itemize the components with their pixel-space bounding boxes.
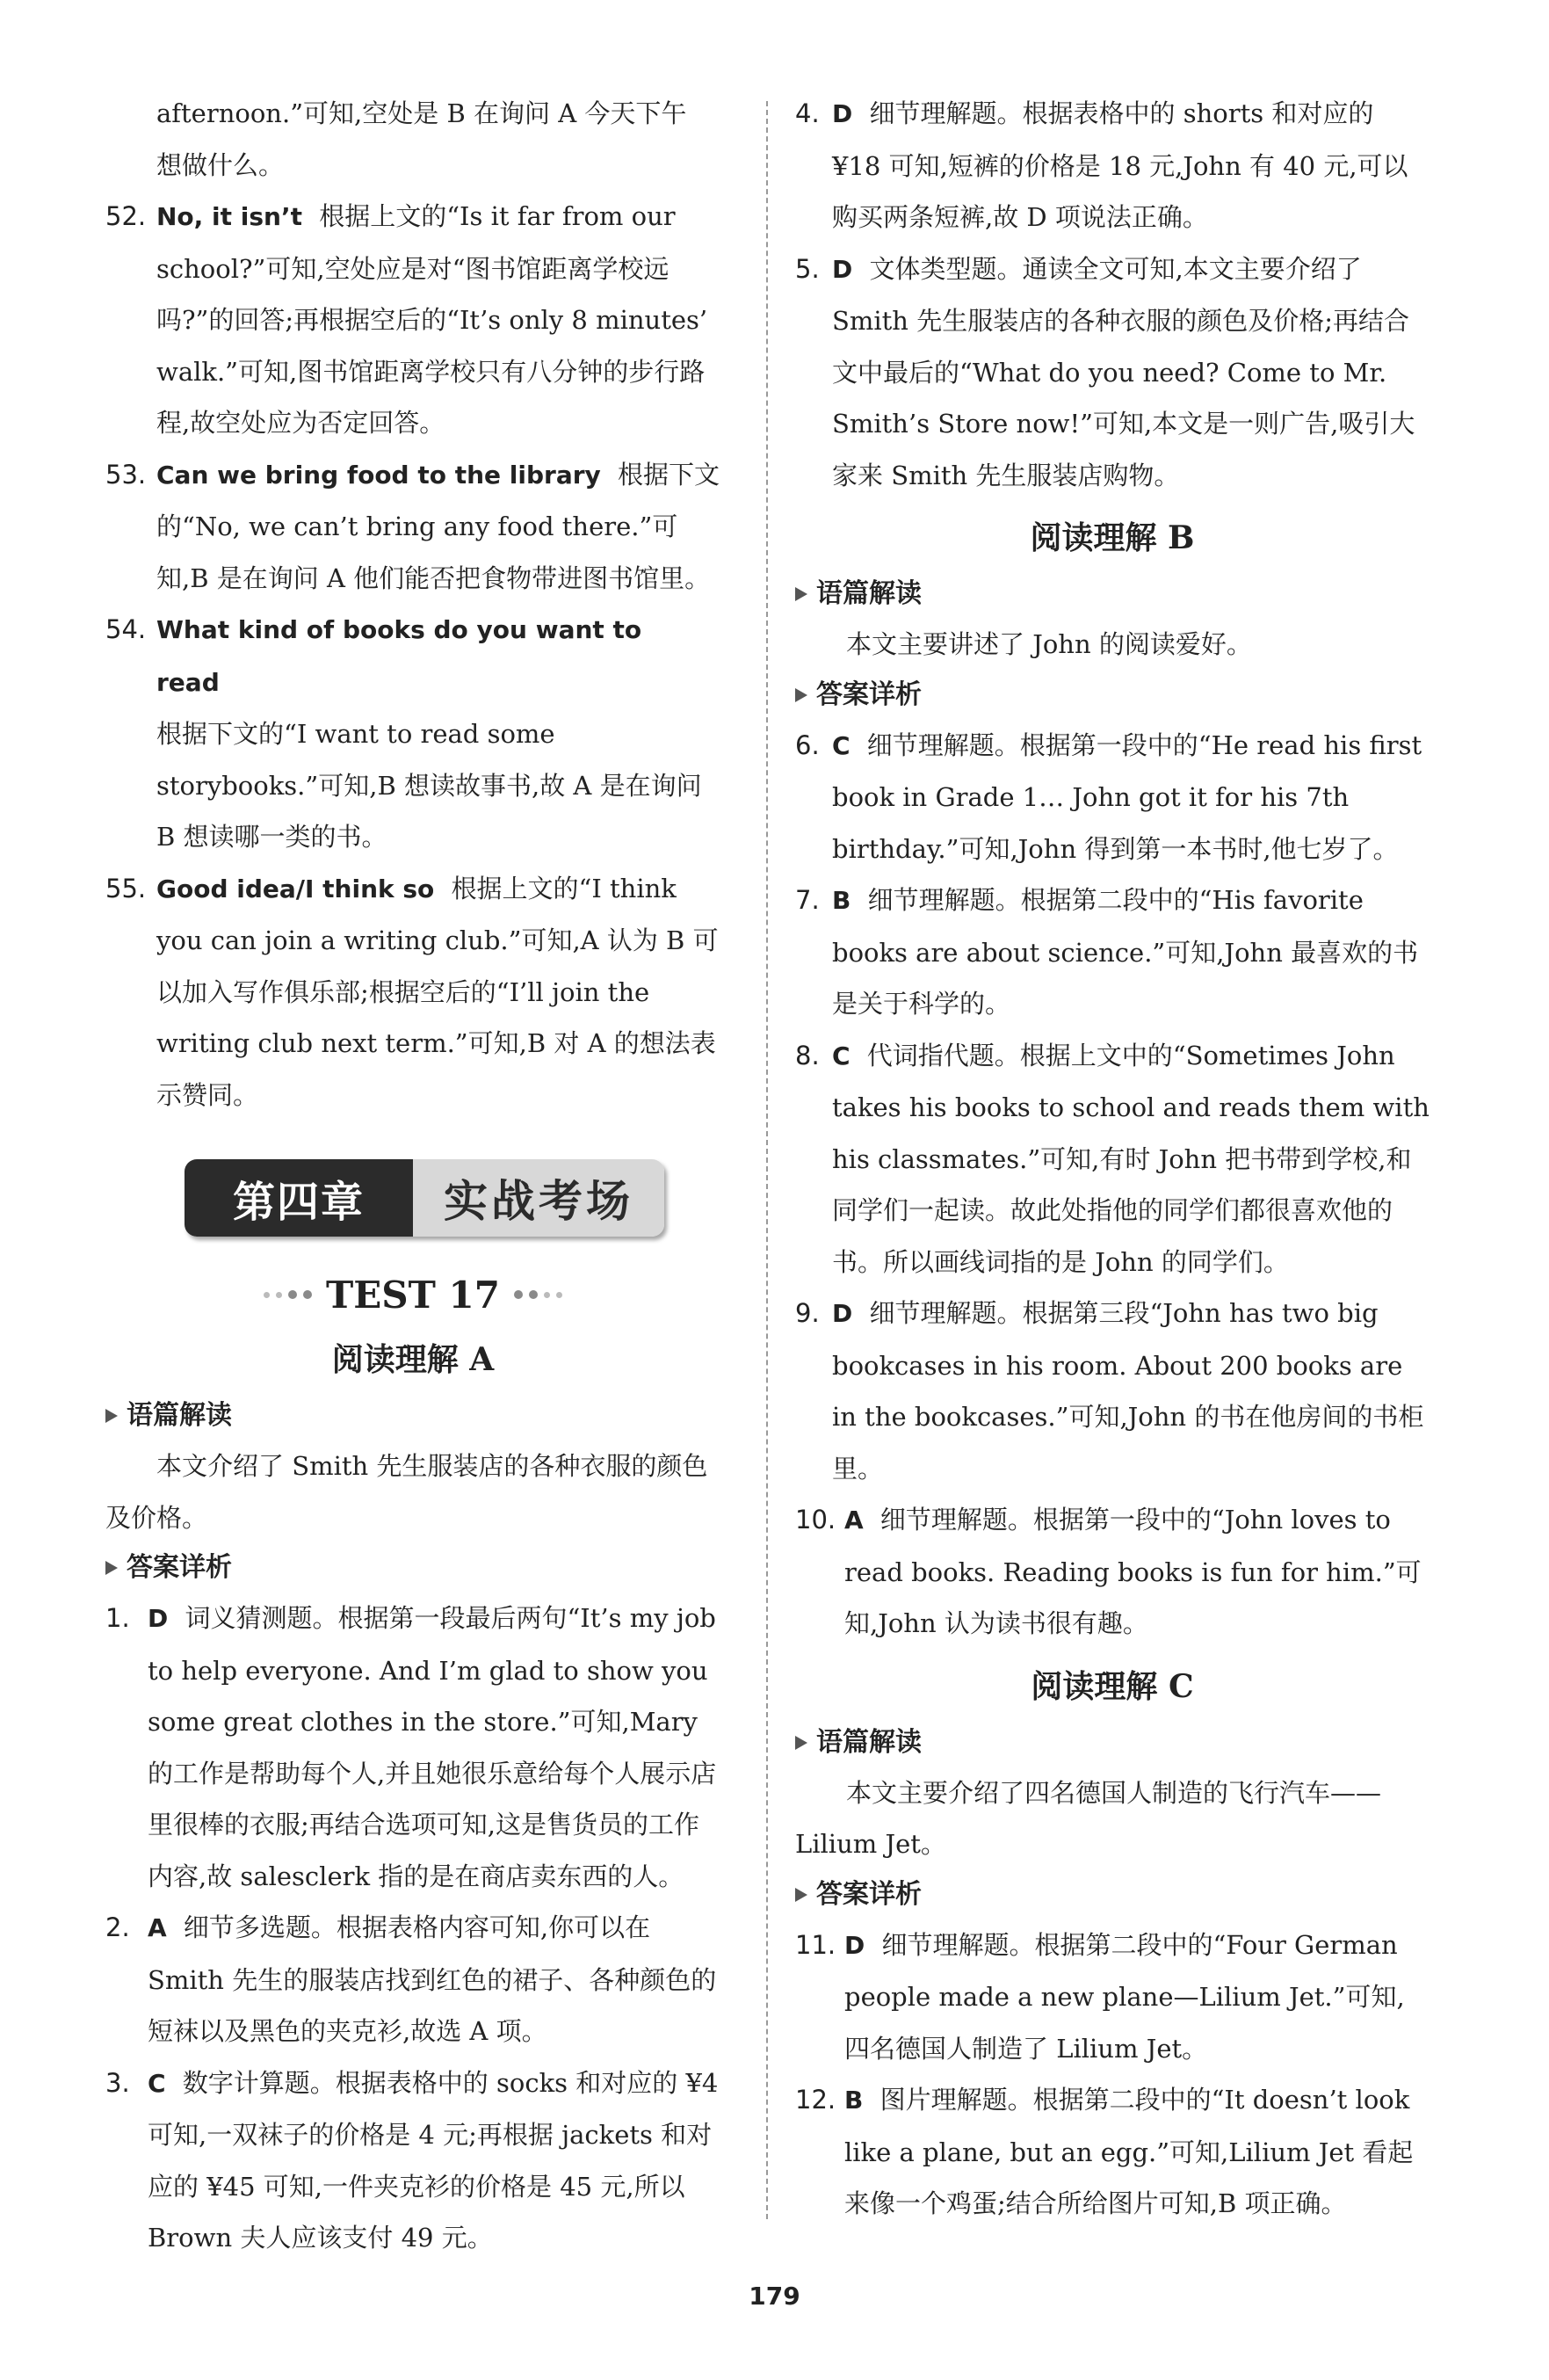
triangle-bullet-icon: [795, 688, 807, 702]
item-explanation: 细节理解题。根据第二段中的“Four German people made a new plane—Lilium Jet.”可知,四名德国人制造了 Lilium Jet。: [844, 1929, 1405, 2064]
triangle-bullet-icon: [105, 1409, 118, 1423]
item-number: 53.: [105, 459, 147, 490]
item-answer: C: [832, 730, 851, 760]
item-answer: B: [832, 886, 851, 915]
answer-item-7: [795, 874, 1430, 1030]
answer-item-55: [105, 863, 720, 1121]
answer-item-53: [105, 449, 720, 605]
answer-item-54: [105, 604, 720, 863]
answer-item-1: [105, 1593, 720, 1902]
item-answer: What kind of books do you want to read: [156, 615, 642, 697]
answer-item-3: [105, 2057, 720, 2264]
page-number: 179: [749, 2282, 800, 2311]
item-number: 11.: [795, 1929, 836, 1960]
section-title-c: 阅读理解 C: [1031, 1667, 1194, 1705]
column-divider: [766, 101, 768, 2219]
item-number: 7.: [795, 885, 820, 915]
item-number: 4.: [795, 98, 820, 128]
item-explanation: 细节理解题。根据第一段中的“John loves to read books. Reading books is fun for him.”可知,John 认为读书很有趣。: [844, 1505, 1422, 1638]
answer-item-10: [795, 1494, 1430, 1650]
item-answer: D: [148, 1604, 169, 1633]
chapter-number: 第四章: [185, 1159, 413, 1237]
item-explanation: 词义猜测题。根据第一段最后两句“It’s my job to help everyone. And I’m glad to show you some great clothes in the store.”可知,Mary 的工作是帮助每个人,并且她很乐意给每个人展示店里很棒的衣服;再结合选项可知,这是售货员的工作内容,故 salesclerk 指的是在商店卖东西的人。: [148, 1603, 717, 1891]
item-answer: A: [148, 1913, 167, 1942]
item-explanation: 文体类型题。通读全文可知,本文主要介绍了 Smith 先生服装店的各种衣服的颜色及价格;再结合文中最后的“What do you need? Come to Mr. Smith’s Store now!”可知,本文是一则广告,吸引大家来 Smith 先生服装店购物。: [832, 253, 1415, 490]
answer-item-9: [795, 1288, 1430, 1494]
reading-label: 语篇解读: [795, 1718, 1430, 1767]
continued-line: afternoon.”可知,空处是 B 在询问 A 今天下午: [156, 98, 687, 128]
answer-item-8: [795, 1030, 1430, 1288]
item-answer: D: [832, 99, 853, 128]
answer-item-52: [105, 191, 720, 449]
test-heading: [105, 1266, 720, 1323]
item-number: 3.: [105, 2067, 130, 2098]
item-answer: Good idea/I think so: [156, 874, 435, 903]
item-number: 6.: [795, 729, 820, 760]
item-number: 54.: [105, 614, 147, 644]
item-answer: D: [832, 254, 853, 284]
triangle-bullet-icon: [795, 587, 807, 601]
reading-summary: 本文主要讲述了 John 的阅读爱好。: [846, 629, 1252, 659]
item-explanation: 根据下文的“I want to read some storybooks.”可知,B 想读故事书,故 A 是在询问 B 想读哪一类的书。: [156, 719, 702, 852]
section-title-b: 阅读理解 B: [1030, 519, 1195, 556]
item-explanation: 根据上文的“I think you can join a writing club.”可知,A 认为 B 可以加入写作俱乐部;根据空后的“I’ll join the writing club next term.”可知,B 对 A 的想法表示赞同。: [156, 873, 719, 1110]
right-column: [795, 88, 1430, 2230]
answer-item-12: [795, 2074, 1430, 2230]
item-number: 5.: [795, 253, 820, 284]
item-number: 9.: [795, 1298, 820, 1328]
item-explanation: 根据上文的“Is it far from our school?”可知,空处应是对“图书馆距离学校远吗?”的回答;再根据空后的“It’s only 8 minutes’ walk.”可知,图书馆距离学校只有八分钟的步行路程,故空处应为否定回答。: [156, 201, 708, 438]
answer-item-11: [795, 1919, 1430, 2075]
item-number: 2.: [105, 1912, 130, 1942]
item-number: 10.: [795, 1505, 836, 1535]
chapter-title: 实战考场: [413, 1159, 664, 1237]
item-answer: D: [832, 1299, 853, 1328]
item-number: 52.: [105, 201, 147, 231]
triangle-bullet-icon: [795, 1888, 807, 1902]
item-number: 1.: [105, 1603, 130, 1633]
answers-label: 答案详析: [795, 1870, 1430, 1919]
reading-summary: 本文主要介绍了四名德国人制造的飞行汽车——Lilium Jet。: [795, 1777, 1382, 1859]
section-title-a: 阅读理解 A: [331, 1341, 495, 1378]
item-answer: B: [844, 2086, 864, 2115]
reading-summary: 本文介绍了 Smith 先生服装店的各种衣服的颜色及价格。: [105, 1451, 708, 1533]
item-explanation: 代词指代题。根据上文中的“Sometimes John takes his books to school and reads them with his classmates.”可知,有时 John 把书带到学校,和同学们一起读。故此处指他的同学们都很喜欢他的书。所以画线词指的是 John 的同学们。: [832, 1040, 1430, 1277]
item-answer: C: [148, 2068, 166, 2098]
item-number: 12.: [795, 2085, 836, 2115]
decorative-dots-left: [264, 1290, 312, 1299]
answer-item-4: [795, 88, 1430, 243]
item-explanation: 细节理解题。根据第三段“John has two big bookcases in his room. About 200 books are in the bookcases.”可知,John 的书在他房间的书柜里。: [832, 1298, 1424, 1484]
item-answer: D: [844, 1930, 865, 1960]
answer-item-2: [105, 1902, 720, 2057]
item-answer: No, it isn’t: [156, 202, 303, 231]
item-number: 8.: [795, 1040, 820, 1070]
item-explanation: 根据下文的“No, we can’t bring any food there.”可知,B 是在询问 A 他们能否把食物带进图书馆里。: [156, 459, 720, 593]
answers-label: 答案详析: [105, 1543, 720, 1593]
answer-item-6: [795, 720, 1430, 875]
item-number: 55.: [105, 873, 147, 903]
item-explanation: 细节理解题。根据表格中的 shorts 和对应的 ¥18 可知,短裤的价格是 18 元,John 有 40 元,可以购买两条短裤,故 D 项说法正确。: [832, 98, 1408, 232]
item-explanation: 数字计算题。根据表格中的 socks 和对应的 ¥4 可知,一双袜子的价格是 4 元;再根据 jackets 和对应的 ¥45 可知,一件夹克衫的价格是 45 元,所以 Brown 夫人应该支付 49 元。: [148, 2067, 719, 2253]
item-explanation: 图片理解题。根据第二段中的“It doesn’t look like a plane, but an egg.”可知,Lilium Jet 看起来像一个鸡蛋;结合所给图片可知,B 项正确。: [844, 2085, 1414, 2218]
item-explanation: 细节理解题。根据第二段中的“His favorite books are about science.”可知,John 最喜欢的书是关于科学的。: [832, 885, 1419, 1019]
item-explanation: 细节理解题。根据第一段中的“He read his first book in Grade 1… John got it for his 7th birthday.”可知,John 得到第一本书时,他七岁了。: [832, 729, 1422, 864]
decorative-dots-right: [514, 1290, 562, 1299]
reading-label: 语篇解读: [795, 570, 1430, 619]
left-column: [105, 88, 720, 2264]
item-explanation: 细节多选题。根据表格内容可知,你可以在 Smith 先生的服装店找到红色的裙子、各种颜色的短袜以及黑色的夹克衫,故选 A 项。: [148, 1912, 717, 2046]
continued-line: 想做什么。: [156, 149, 285, 180]
reading-label: 语篇解读: [105, 1391, 720, 1440]
item-answer: Can we bring food to the library: [156, 460, 601, 490]
answers-label: 答案详析: [795, 671, 1430, 720]
answer-item-5: [795, 243, 1430, 502]
item-answer: A: [844, 1506, 864, 1535]
triangle-bullet-icon: [105, 1561, 118, 1575]
test-title: TEST 17: [326, 1273, 500, 1317]
triangle-bullet-icon: [795, 1736, 807, 1750]
chapter-banner: [185, 1159, 664, 1237]
item-answer: C: [832, 1041, 851, 1070]
